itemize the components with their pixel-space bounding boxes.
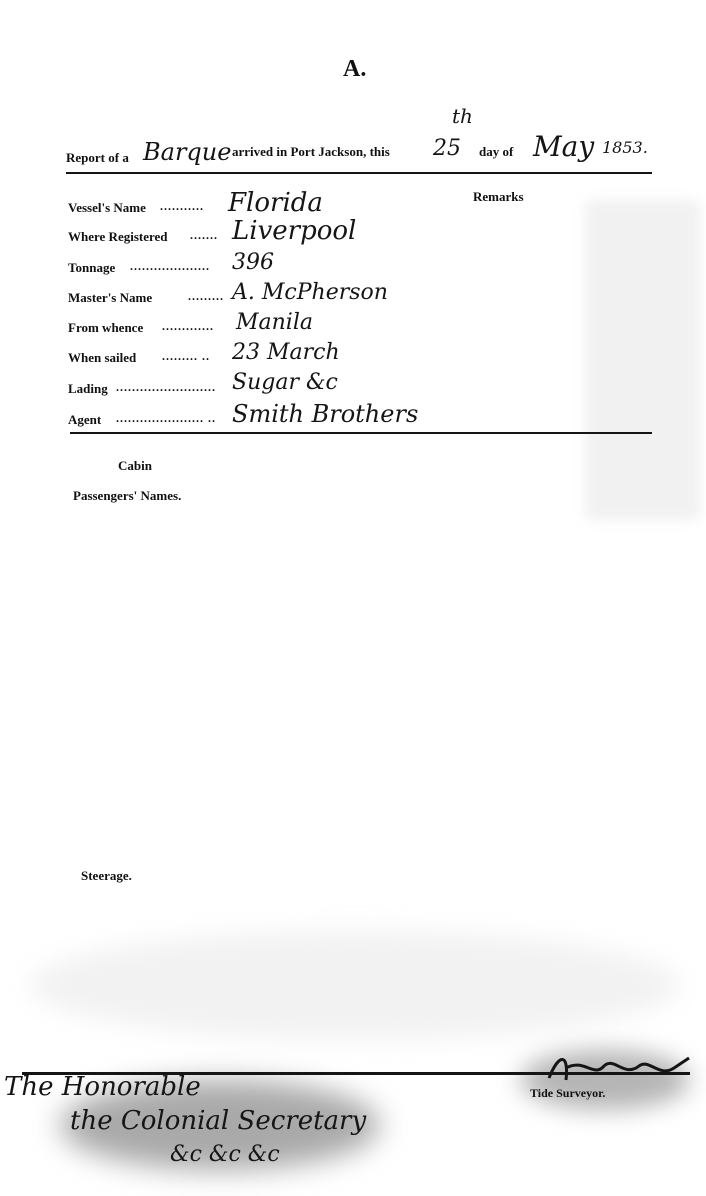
leader-dots: ......... .. [162,349,210,363]
field-label-agent: Agent [68,412,102,427]
address-line-1: The Honorable [4,1072,201,1102]
leader-dots: ...................... .. [116,411,216,425]
field-label-masters-name: Master's Name [68,290,153,305]
month-handwritten: May [533,130,595,163]
day-suffix-handwritten: th [452,104,473,128]
year-text: 1853. [602,138,648,157]
leader-dots: ......... [188,289,224,303]
field-value-tonnage: 396 [232,250,274,275]
header-rule [66,172,652,174]
field-label-when-sailed: When sailed [68,350,137,365]
tide-surveyor-label: Tide Surveyor. [530,1086,606,1100]
leader-dots: .................... [130,259,210,273]
field-label-lading: Lading [68,381,108,396]
field-value-lading: Sugar &c [232,370,338,395]
passengers-label: Passengers' Names. [73,488,182,503]
field-value-when-sailed: 23 March [232,340,340,365]
field-value-masters-name: A. McPherson [232,280,388,305]
field-value-agent: Smith Brothers [232,400,419,428]
vessel-type-handwritten: Barque [143,138,232,166]
steerage-label: Steerage. [81,868,132,883]
address-line-2: the Colonial Secretary [70,1106,367,1136]
field-value-from-whence: Manila [236,310,313,335]
leader-dots: ............. [162,319,214,333]
fields-bottom-rule [70,432,652,434]
field-value-vessel-name: Florida [228,188,323,218]
arrived-text: arrived in Port Jackson, this [232,144,390,159]
day-handwritten: 25 [433,136,461,161]
scan-smudge-bottom [30,930,680,1040]
field-label-from-whence: From whence [68,320,144,335]
remarks-label: Remarks [473,189,524,204]
day-of-text: day of [479,144,514,159]
scan-smudge-top-right [585,200,700,520]
leader-dots: ......................... [116,380,216,394]
leader-dots: ....... [190,228,218,242]
field-label-tonnage: Tonnage [68,260,116,275]
field-value-where-registered: Liverpool [232,216,357,246]
cabin-label: Cabin [118,458,152,473]
leader-dots: ........... [160,199,204,213]
address-line-3: &c &c &c [170,1142,280,1167]
field-label-vessel-name: Vessel's Name [68,200,146,215]
report-prefix: Report of a [66,150,129,165]
section-letter: A. [343,56,367,82]
field-label-where-registered: Where Registered [68,229,168,244]
